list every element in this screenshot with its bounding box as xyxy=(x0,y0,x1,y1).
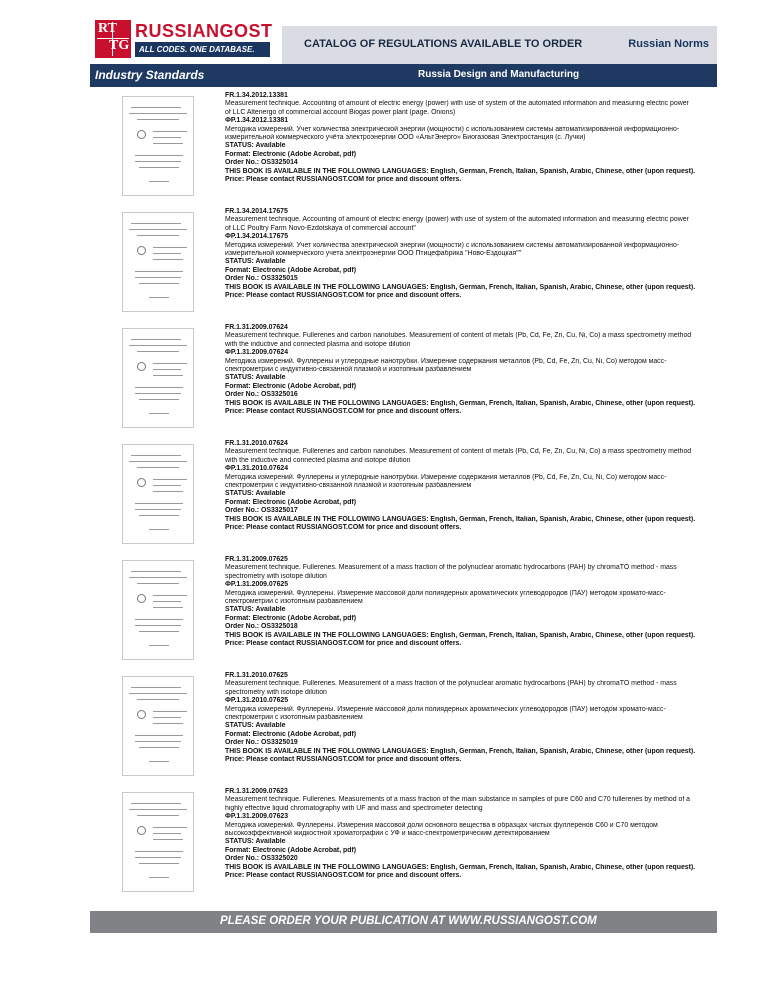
entry-title-en: of LLC Poultry Farm Novo-Ezdotskaya of commercial account" xyxy=(225,224,416,232)
entry-title-ru: Методика измерений. Учет количества электрической энергии (мощности) с использованием системы автоматизированной информационно- xyxy=(225,241,680,249)
entry-title-en: Measurement technique. Fullerenes. Measurements of a mass fraction of the main substance in samples of pure C60 and C70 fullerenes by method of a xyxy=(225,796,690,804)
entry-code: FR.1.31.2009.07624 xyxy=(225,324,288,331)
entry-price: Price: Please contact RUSSIANGOST.COM for price and discount offers. xyxy=(225,756,462,764)
entry-title-ru: спектрометрии с индуктивно-связанной плазмой и изотопным разбавлением xyxy=(225,366,472,374)
entry-code: FR.1.31.2009.07623 xyxy=(225,788,288,795)
logo-tagline: ALL CODES. ONE DATABASE. xyxy=(135,42,270,57)
entry-price: Price: Please contact RUSSIANGOST.COM for price and discount offers. xyxy=(225,292,462,300)
document-thumbnail[interactable] xyxy=(122,328,194,428)
entry-format: Format: Electronic (Adobe Acrobat, pdf) xyxy=(225,614,357,622)
entry-text xyxy=(225,324,717,416)
logo-badge-bottom: TG xyxy=(109,38,130,53)
entry-order-number: Order No.: OS3325020 xyxy=(225,855,298,863)
entry-title-en: Measurement technique. Fullerenes. Measurement of a mass fraction of the polynuclear aromatic hydrocarbons (PAH) by chromaTO method - mass xyxy=(225,680,677,688)
catalog-entry xyxy=(122,92,717,204)
entry-code-ru: ФР.1.34.2012.13381 xyxy=(225,117,289,125)
footer-order-link[interactable]: PLEASE ORDER YOUR PUBLICATION AT WWW.RUSSIANGOST.COM xyxy=(220,915,597,927)
entry-title-ru: Методика измерений. Учет количества электрической энергии (мощности) с использованием системы автоматизированной информационно- xyxy=(225,125,680,133)
emblem-icon xyxy=(137,594,146,603)
entry-title-ru: спектрометрии с изотопным разбавлением xyxy=(225,598,363,606)
entry-format: Format: Electronic (Adobe Acrobat, pdf) xyxy=(225,498,357,506)
entry-text xyxy=(225,92,717,184)
entry-code: FR.1.31.2010.07624 xyxy=(225,440,288,447)
entry-status: STATUS: Available xyxy=(225,722,286,730)
entry-title-en: with the inductive and connected plasma and isotope dilution xyxy=(225,340,411,348)
entry-status: STATUS: Available xyxy=(225,606,286,614)
entry-format: Format: Electronic (Adobe Acrobat, pdf) xyxy=(225,846,357,854)
catalog-entry xyxy=(122,788,717,900)
entry-status: STATUS: Available xyxy=(225,142,286,150)
catalog-entry xyxy=(122,208,717,320)
section-center-label: Russia Design and Manufacturing xyxy=(418,69,580,80)
entry-order-number: Order No.: OS3325015 xyxy=(225,275,298,283)
entry-status: STATUS: Available xyxy=(225,258,286,266)
entry-title-ru: спектрометрии с индуктивно-связанной плазмой и изотопным разбавлением xyxy=(225,482,472,490)
entry-code-ru: ФР.1.31.2010.07624 xyxy=(225,465,289,473)
document-thumbnail[interactable] xyxy=(122,792,194,892)
entry-status: STATUS: Available xyxy=(225,490,286,498)
entry-order-number: Order No.: OS3325017 xyxy=(225,507,298,515)
entry-status: STATUS: Available xyxy=(225,374,286,382)
entry-price: Price: Please contact RUSSIANGOST.COM for price and discount offers. xyxy=(225,872,462,880)
header-top-bar xyxy=(282,26,717,64)
emblem-icon xyxy=(137,362,146,371)
entry-price: Price: Please contact RUSSIANGOST.COM for price and discount offers. xyxy=(225,408,462,416)
catalog-entry xyxy=(122,324,717,436)
entry-languages: THIS BOOK IS AVAILABLE IN THE FOLLOWING LANGUAGES: English, German, French, Italian, Spanish, Arabic, Chinese, other (upon request). xyxy=(225,283,696,291)
document-thumbnail[interactable] xyxy=(122,560,194,660)
entry-order-number: Order No.: OS3325018 xyxy=(225,623,298,631)
catalog-entry xyxy=(122,440,717,552)
entry-price: Price: Please contact RUSSIANGOST.COM for price and discount offers. xyxy=(225,176,462,184)
document-thumbnail[interactable] xyxy=(122,444,194,544)
entry-languages: THIS BOOK IS AVAILABLE IN THE FOLLOWING LANGUAGES: English, German, French, Italian, Spanish, Arabic, Chinese, other (upon request). xyxy=(225,167,696,175)
entry-title-en: with the inductive and connected plasma and isotope dilution xyxy=(225,456,411,464)
logo-name: RUSSIANGOST xyxy=(135,21,273,41)
entry-price: Price: Please contact RUSSIANGOST.COM for price and discount offers. xyxy=(225,524,462,532)
entry-order-number: Order No.: OS3325014 xyxy=(225,159,298,167)
entry-price: Price: Please contact RUSSIANGOST.COM for price and discount offers. xyxy=(225,640,462,648)
entry-languages: THIS BOOK IS AVAILABLE IN THE FOLLOWING LANGUAGES: English, German, French, Italian, Spanish, Arabic, Chinese, other (upon request). xyxy=(225,863,696,871)
emblem-icon xyxy=(137,710,146,719)
footer-bar[interactable] xyxy=(90,911,717,933)
entry-title-ru: Методика измерений. Фуллерены и углеродные нанотрубки. Измерение содержания металлов (Pb, Cd, Fe, Zn, Cu, Ni, Co) методом масс- xyxy=(225,473,667,481)
entry-text xyxy=(225,672,717,764)
logo-badge-icon xyxy=(95,20,131,58)
entry-title-en: Measurement technique. Fullerenes. Measurement of a mass fraction of the polynuclear aromatic hydrocarbons (PAH) by chromaTO method - mass xyxy=(225,564,677,572)
catalog-entry xyxy=(122,672,717,784)
entry-text xyxy=(225,556,717,648)
entry-order-number: Order No.: OS3325019 xyxy=(225,739,298,747)
entry-format: Format: Electronic (Adobe Acrobat, pdf) xyxy=(225,266,357,274)
entry-title-ru: Методика измерений. Фуллерены. Измерение массовой доли полиядерных ароматических углеводородов (ПАУ) методом хромато-масс- xyxy=(225,589,666,597)
entry-title-en: highly effective liquid chromatography with UF and mass and spectrometer detecting xyxy=(225,804,483,812)
document-thumbnail[interactable] xyxy=(122,676,194,776)
entry-title-ru: измерительной коммерческого учёта электроэнергии ООО «АльтЭнерго» Биогазовая Электростанция (с. Лучки) xyxy=(225,134,586,142)
emblem-icon xyxy=(137,130,146,139)
entry-code-ru: ФР.1.34.2014.17675 xyxy=(225,233,289,241)
entry-code: FR.1.34.2012.13381 xyxy=(225,92,288,99)
entry-text xyxy=(225,440,717,532)
entry-text xyxy=(225,208,717,300)
entry-status: STATUS: Available xyxy=(225,838,286,846)
entry-title-en: Measurement technique. Accounting of amount of electric energy (power) with use of system of the automated information and measuring electric power xyxy=(225,100,689,108)
entry-title-en: of LLC Altenergo of commercial account Biogas power plant (page. Onions) xyxy=(225,108,456,116)
catalog-entry xyxy=(122,556,717,668)
entry-code: FR.1.31.2009.07625 xyxy=(225,556,288,563)
emblem-icon xyxy=(137,826,146,835)
entry-format: Format: Electronic (Adobe Acrobat, pdf) xyxy=(225,382,357,390)
entry-order-number: Order No.: OS3325016 xyxy=(225,391,298,399)
entry-format: Format: Electronic (Adobe Acrobat, pdf) xyxy=(225,150,357,158)
entry-format: Format: Electronic (Adobe Acrobat, pdf) xyxy=(225,730,357,738)
entry-title-ru: Методика измерений. Фуллерены. Измерение массовой доли полиядерных ароматических углеводородов (ПАУ) методом хромато-масс- xyxy=(225,705,666,713)
logo-badge-top: RT xyxy=(98,21,117,36)
entry-code-ru: ФР.1.31.2010.07625 xyxy=(225,697,289,705)
header-section-bar xyxy=(90,64,717,87)
entry-languages: THIS BOOK IS AVAILABLE IN THE FOLLOWING LANGUAGES: English, German, French, Italian, Spanish, Arabic, Chinese, other (upon request). xyxy=(225,515,696,523)
entry-title-en: spectrometry with isotope dilution xyxy=(225,572,327,580)
entry-code-ru: ФР.1.31.2009.07624 xyxy=(225,349,289,357)
entry-code: FR.1.31.2010.07625 xyxy=(225,672,288,679)
entry-code-ru: ФР.1.31.2009.07623 xyxy=(225,813,289,821)
entry-title-ru: Методика измерений. Фуллерены. Измерения массовой доли основного вещества в образцах чистых фуллеренов С60 и С70 методом xyxy=(225,821,658,829)
document-thumbnail[interactable] xyxy=(122,96,194,196)
document-thumbnail[interactable] xyxy=(122,212,194,312)
entry-title-en: spectrometry with isotope dilution xyxy=(225,688,327,696)
entry-title-ru: Методика измерений. Фуллерены и углеродные нанотрубки. Измерение содержания металлов (Pb, Cd, Fe, Zn, Cu, Ni, Co) методом масс- xyxy=(225,357,667,365)
entry-title-ru: спектрометрии с изотопным разбавлением xyxy=(225,714,363,722)
entry-languages: THIS BOOK IS AVAILABLE IN THE FOLLOWING LANGUAGES: English, German, French, Italian, Spanish, Arabic, Chinese, other (upon request). xyxy=(225,631,696,639)
entry-languages: THIS BOOK IS AVAILABLE IN THE FOLLOWING LANGUAGES: English, German, French, Italian, Spanish, Arabic, Chinese, other (upon request). xyxy=(225,747,696,755)
entry-text xyxy=(225,788,717,880)
entry-title-en: Measurement technique. Fullerenes and carbon nanotubes. Measurement of content of metals (Pb, Cd, Fe, Zn, Cu, Ni, Co) a mass spectrometry method xyxy=(225,332,692,340)
catalog-title: CATALOG OF REGULATIONS AVAILABLE TO ORDER xyxy=(304,38,583,50)
entry-title-en: Measurement technique. Fullerenes and carbon nanotubes. Measurement of content of metals (Pb, Cd, Fe, Zn, Cu, Ni, Co) a mass spectrometry method xyxy=(225,448,692,456)
entry-title-en: Measurement technique. Accounting of amount of electric energy (power) with use of system of the automated information and measuring electric power xyxy=(225,216,689,224)
entry-title-ru: высокоэффективной жидкостной хроматографии с УФ и масс-спектрометрическим детектированием xyxy=(225,830,550,838)
russiangost-logo xyxy=(95,20,273,58)
entry-code-ru: ФР.1.31.2009.07625 xyxy=(225,581,289,589)
entry-code: FR.1.34.2014.17675 xyxy=(225,208,288,215)
emblem-icon xyxy=(137,478,146,487)
entry-languages: THIS BOOK IS AVAILABLE IN THE FOLLOWING LANGUAGES: English, German, French, Italian, Spanish, Arabic, Chinese, other (upon request). xyxy=(225,399,696,407)
section-left-label: Industry Standards xyxy=(95,68,205,82)
entry-title-ru: измерительной коммерческого учета электроэнергии ООО Птицефабрика "Ново-Ездоцкая"" xyxy=(225,250,522,258)
header-right-label: Russian Norms xyxy=(628,38,709,50)
emblem-icon xyxy=(137,246,146,255)
